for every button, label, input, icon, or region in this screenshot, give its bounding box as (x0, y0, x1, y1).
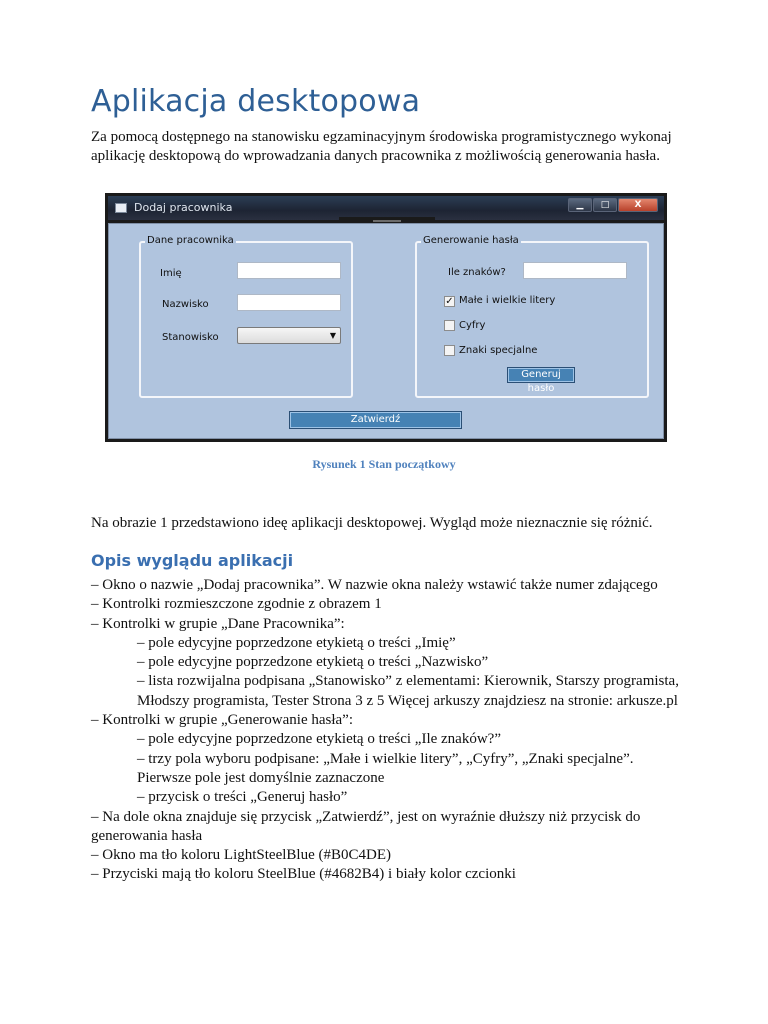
list-item: – Kontrolki rozmieszczone zgodnie z obrazem 1 (91, 596, 382, 613)
list-item: – pole edycyjne poprzedzone etykietą o treści „Imię” (137, 634, 456, 651)
window-app-icon (115, 203, 127, 213)
list-item: – Kontrolki w grupie „Generowanie hasła”: (91, 712, 353, 729)
list-item: – przycisk o treści „Generuj hasło” (137, 789, 348, 806)
first-name-label: Imię (160, 268, 182, 279)
checkbox-digits[interactable] (444, 320, 455, 331)
close-icon[interactable]: X (618, 198, 658, 212)
figure-caption: Rysunek 1 Stan początkowy (312, 457, 456, 471)
chevron-down-icon: ▼ (329, 331, 336, 340)
submit-button[interactable]: Zatwierdź (289, 411, 462, 429)
char-count-input[interactable] (523, 262, 627, 279)
group-employee-data (139, 235, 353, 398)
page-title: Aplikacja desktopowa (91, 84, 421, 119)
section-heading: Opis wyglądu aplikacji (91, 551, 294, 570)
first-name-input[interactable] (237, 262, 341, 279)
checkbox-special[interactable] (444, 345, 455, 356)
list-item: – pole edycyjne poprzedzone etykietą o treści „Ile znaków?” (137, 731, 501, 748)
group-password-generation (415, 235, 649, 398)
checkbox-case-letters-label: Małe i wielkie litery (459, 295, 556, 306)
window-client-area (108, 223, 664, 439)
group-employee-legend: Dane pracownika (147, 235, 234, 246)
intro-paragraph: Za pomocą dostępnego na stanowisku egzaminacyjnym środowiska programistycznego wykonaj aplikację desktopową do wprowadzania danych pracownika z możliwością generowania hasła. (91, 129, 672, 164)
list-item: – lista rozwijalna podpisana „Stanowisko” z elementami: Kierownik, Starszy programista, Młodszy programista, Tester Strona 3 z 5 Więcej arkuszy znajdziesz na stronie: arkusze.pl (137, 673, 679, 709)
position-combobox[interactable] (237, 327, 341, 344)
generate-password-button[interactable]: Generuj hasło (507, 367, 575, 383)
last-name-input[interactable] (237, 294, 341, 311)
checkbox-case-letters[interactable]: ✓ (445, 296, 454, 307)
char-count-label: Ile znaków? (448, 267, 506, 278)
group-password-legend: Generowanie hasła (423, 235, 519, 246)
position-label: Stanowisko (162, 332, 219, 343)
list-item: – trzy pola wyboru podpisane: „Małe i wielkie litery”, „Cyfry”, „Znaki specjalne”. Pierwsze pole jest domyślnie zaznaczone (137, 750, 634, 786)
last-name-label: Nazwisko (162, 299, 209, 310)
checkbox-digits-label: Cyfry (459, 320, 486, 331)
list-item: – Okno o nazwie „Dodaj pracownika”. W nazwie okna należy wstawić także numer zdającego (91, 577, 658, 593)
window-title: Dodaj pracownika (134, 201, 233, 214)
maximize-icon[interactable]: □ (593, 198, 617, 212)
list-item: – pole edycyjne poprzedzone etykietą o treści „Nazwisko” (137, 654, 489, 671)
minimize-icon[interactable]: ▁ (568, 198, 592, 212)
app-screenshot (105, 193, 667, 442)
window-controls (567, 198, 658, 214)
list-item: – Przyciski mają tło koloru SteelBlue (#4682B4) i biały kolor czcionki (91, 866, 516, 883)
list-item: – Okno ma tło koloru LightSteelBlue (#B0C4DE) (91, 847, 391, 864)
description-paragraph: Na obrazie 1 przedstawiono ideę aplikacji desktopowej. Wygląd może nieznacznie się różnić. (91, 515, 653, 531)
list-item: – Na dole okna znajduje się przycisk „Zatwierdź”, jest on wyraźnie dłuższy niż przycisk do generowania hasła (91, 808, 641, 844)
requirements-list (91, 576, 691, 885)
list-item: – Kontrolki w grupie „Dane Pracownika”: (91, 615, 345, 632)
checkbox-special-label: Znaki specjalne (459, 345, 538, 356)
